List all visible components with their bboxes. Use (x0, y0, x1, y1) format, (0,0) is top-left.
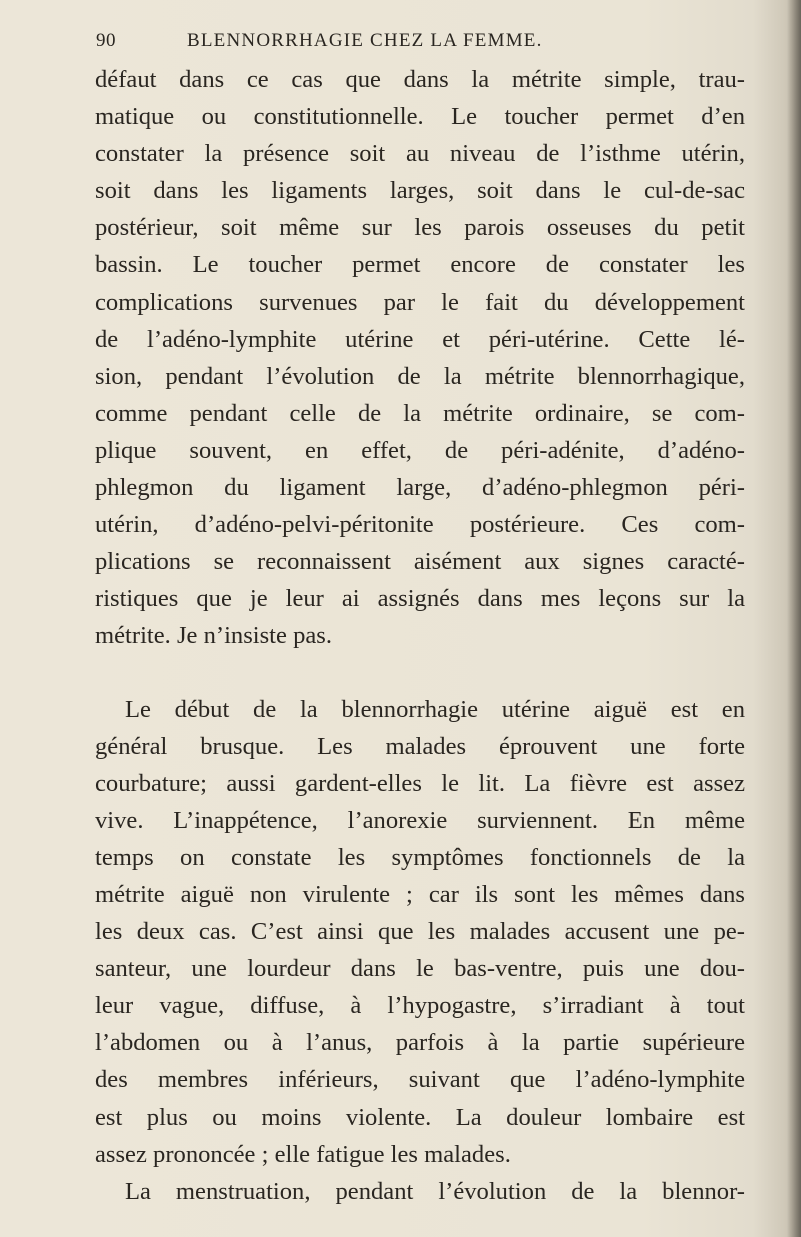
text-line: leur vague, diffuse, à l’hypogastre, s’irradiant à tout (95, 992, 745, 1020)
page-header (96, 30, 746, 58)
text-line: Le début de la blennorrhagie utérine aiguë est en (125, 695, 745, 723)
text-line: constater la présence soit au niveau de l’isthme utérin, (95, 140, 745, 168)
text-line: métrite. Je n’insiste pas. (95, 622, 333, 650)
text-line: de l’adéno-lymphite utérine et péri-utérine. Cette lé- (95, 325, 745, 353)
text-line: général brusque. Les malades éprouvent une forte (95, 732, 745, 760)
text-line: vive. L’inappétence, l’anorexie surviennent. En même (95, 806, 745, 834)
text-line: sion, pendant l’évolution de la métrite blennorrhagique, (95, 362, 745, 390)
text-line: assez prononcée ; elle fatigue les malades. (95, 1140, 511, 1168)
body-text (95, 61, 745, 1210)
text-line: postérieur, soit même sur les parois osseuses du petit (95, 214, 745, 242)
text-line: métrite aiguë non virulente ; car ils sont les mêmes dans (95, 880, 745, 908)
page-number: 90 (96, 30, 116, 51)
text-line: courbature; aussi gardent-elles le lit. La fièvre est assez (95, 769, 745, 797)
text-line: comme pendant celle de la métrite ordinaire, se com- (95, 399, 745, 427)
paragraph-2 (95, 691, 745, 1173)
text-line: ristiques que je leur ai assignés dans mes leçons sur la (95, 585, 745, 613)
text-line: des membres inférieurs, suivant que l’adéno-lymphite (95, 1066, 745, 1094)
text-line: l’abdomen ou à l’anus, parfois à la partie supérieure (95, 1029, 745, 1057)
paragraph-gap (95, 655, 745, 691)
page-edge-shadow (787, 0, 801, 1237)
text-line: temps on constate les symptômes fonctionnels de la (95, 843, 745, 871)
text-line: plications se reconnaissent aisément aux signes caracté- (95, 548, 745, 576)
text-line: matique ou constitutionnelle. Le toucher permet d’en (95, 103, 745, 131)
text-line: bassin. Le toucher permet encore de constater les (95, 251, 745, 279)
paragraph-1 (95, 61, 745, 655)
text-line: complications survenues par le fait du développement (95, 288, 745, 316)
running-title: BLENNORRHAGIE CHEZ LA FEMME. (187, 30, 543, 51)
text-line: La menstruation, pendant l’évolution de la blennor- (125, 1177, 745, 1205)
paragraph-3 (95, 1173, 745, 1210)
text-line: phlegmon du ligament large, d’adéno-phlegmon péri- (95, 474, 745, 502)
text-line: les deux cas. C’est ainsi que les malades accusent une pe- (95, 918, 745, 946)
text-line: utérin, d’adéno-pelvi-péritonite postérieure. Ces com- (95, 511, 745, 539)
text-line: plique souvent, en effet, de péri-adénite, d’adéno- (95, 436, 745, 464)
text-line: est plus ou moins violente. La douleur lombaire est (95, 1103, 745, 1131)
text-line: santeur, une lourdeur dans le bas-ventre, puis une dou- (95, 955, 745, 983)
text-line: défaut dans ce cas que dans la métrite simple, trau- (95, 66, 745, 93)
text-line: soit dans les ligaments larges, soit dans le cul-de-sac (95, 177, 745, 205)
